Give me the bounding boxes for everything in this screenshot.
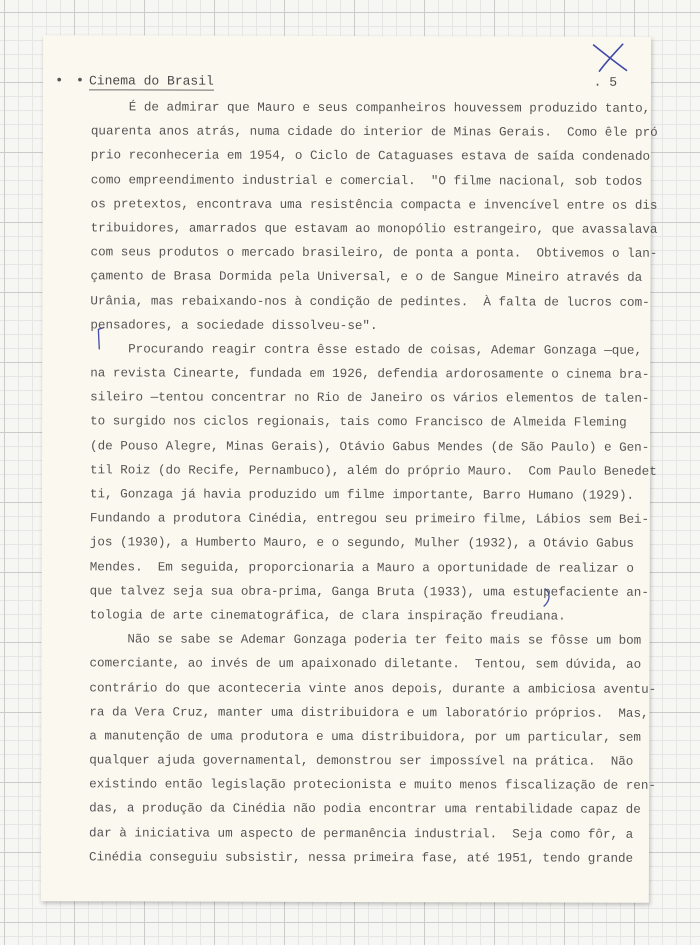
text-line: comerciante, ao invés de um apaixonado diletante. Tentou, sem dúvida, ao [89, 656, 642, 673]
text-line: É de admirar que Mauro e seus companheiros houvessem produzido tanto, [90, 100, 651, 116]
text-line: tribuidores, amarrados que estavam ao monopólio estrangeiro, que avassalava [90, 221, 658, 237]
text-line: Procurando reagir contra êsse estado de coisas, Ademar Gonzaga —que, [90, 342, 643, 358]
text-line: qualquer ajuda governamental, demonstrou ser impossível na prática. Não [89, 753, 634, 769]
text-line: como empreendimento industrial e comercial. "O filme nacional, sob todos [90, 172, 643, 189]
text-line: ti, Gonzaga já havia produzido um filme importante, Barro Humano (1929). [89, 487, 635, 503]
text-line: sileiro —tentou concentrar no Rio de Janeiro os vários elementos de talen- [90, 390, 650, 407]
text-line: a manutenção de uma produtora e uma distribuidora, por um particular, sem [89, 729, 642, 745]
text-line: existindo então legislação protecionista e muito menos fiscalização de ren- [89, 777, 657, 794]
text-line: jos (1930), a Humberto Mauro, e o segundo, Mulher (1932), a Otávio Gabus [89, 535, 634, 552]
text-line: prio reconheceria em 1954, o Ciclo de Cataguases estava de saída condenado [90, 148, 651, 165]
body-text [88, 95, 658, 870]
text-line: Mendes. Em seguida, proporcionaria a Mauro a oportunidade de realizar o [89, 559, 634, 576]
text-line: com seus produtos o mercado brasileiro, de ponta a ponta. Obtivemos o lan- [90, 245, 658, 261]
text-line: Fundando a produtora Cinédia, entregou seu primeiro filme, Lábios sem Bei- [89, 511, 650, 527]
text-line: na revista Cinearte, fundada em 1926, defendia ardorosamente o cinema bra- [90, 366, 650, 382]
text-line: dar à iniciativa um aspecto de permanência industrial. Seja como fôr, a [89, 825, 634, 842]
page-number: . 5 [593, 74, 618, 90]
text-line: Urânia, mas rebaixando-nos à condição de pedintes. À falta de lucros com- [90, 293, 650, 310]
text-line: to surgido nos ciclos regionais, tais como Francisco de Almeida Fleming [90, 414, 627, 431]
text-line: til Roiz (do Recife, Pernambuco), além do próprio Mauro. Com Paulo Benedet [89, 463, 657, 479]
text-line: pensadores, a sociedade dissolveu-se". [90, 318, 378, 333]
text-line: (de Pouso Alegre, Minas Gerais), Otávio Gabus Mendes (de São Paulo) e Gen- [90, 438, 650, 455]
typewritten-page [41, 35, 658, 903]
text-line: os pretextos, encontrava uma resistência compacta e invencível entre os dis [90, 197, 658, 213]
text-line: tologia de arte cinematográfica, de clara inspiração freudiana. [89, 608, 566, 624]
page-header-title: Cinema do Brasil [88, 73, 214, 89]
text-line: Não se sabe se Ademar Gonzaga poderia ter feito mais se fôsse um bom [89, 632, 642, 648]
pen-x-mark-icon [589, 41, 631, 75]
text-line: çamento de Brasa Dormida pela Universal, e o de Sangue Mineiro através da [90, 269, 643, 286]
text-line: que talvez seja sua obra-prima, Ganga Bruta (1933), uma estupefaciente an- [89, 584, 649, 600]
text-line: das, a produção da Cinédia não podia encontrar uma rentabilidade capaz de [89, 801, 641, 818]
text-line: Cinédia conseguiu subsistir, nessa primeira fase, até 1951, tendo grande [88, 850, 634, 866]
text-line: contrário do que aconteceria vinte anos depois, durante a ambiciosa aventu- [89, 680, 657, 697]
margin-marks: • • [54, 73, 87, 90]
text-line: quarenta anos atrás, numa cidade do interior de Minas Gerais. Como êle pró [90, 124, 658, 141]
text-line: ra da Vera Cruz, manter uma distribuidora e um laboratório próprios. Mas, [89, 705, 649, 721]
